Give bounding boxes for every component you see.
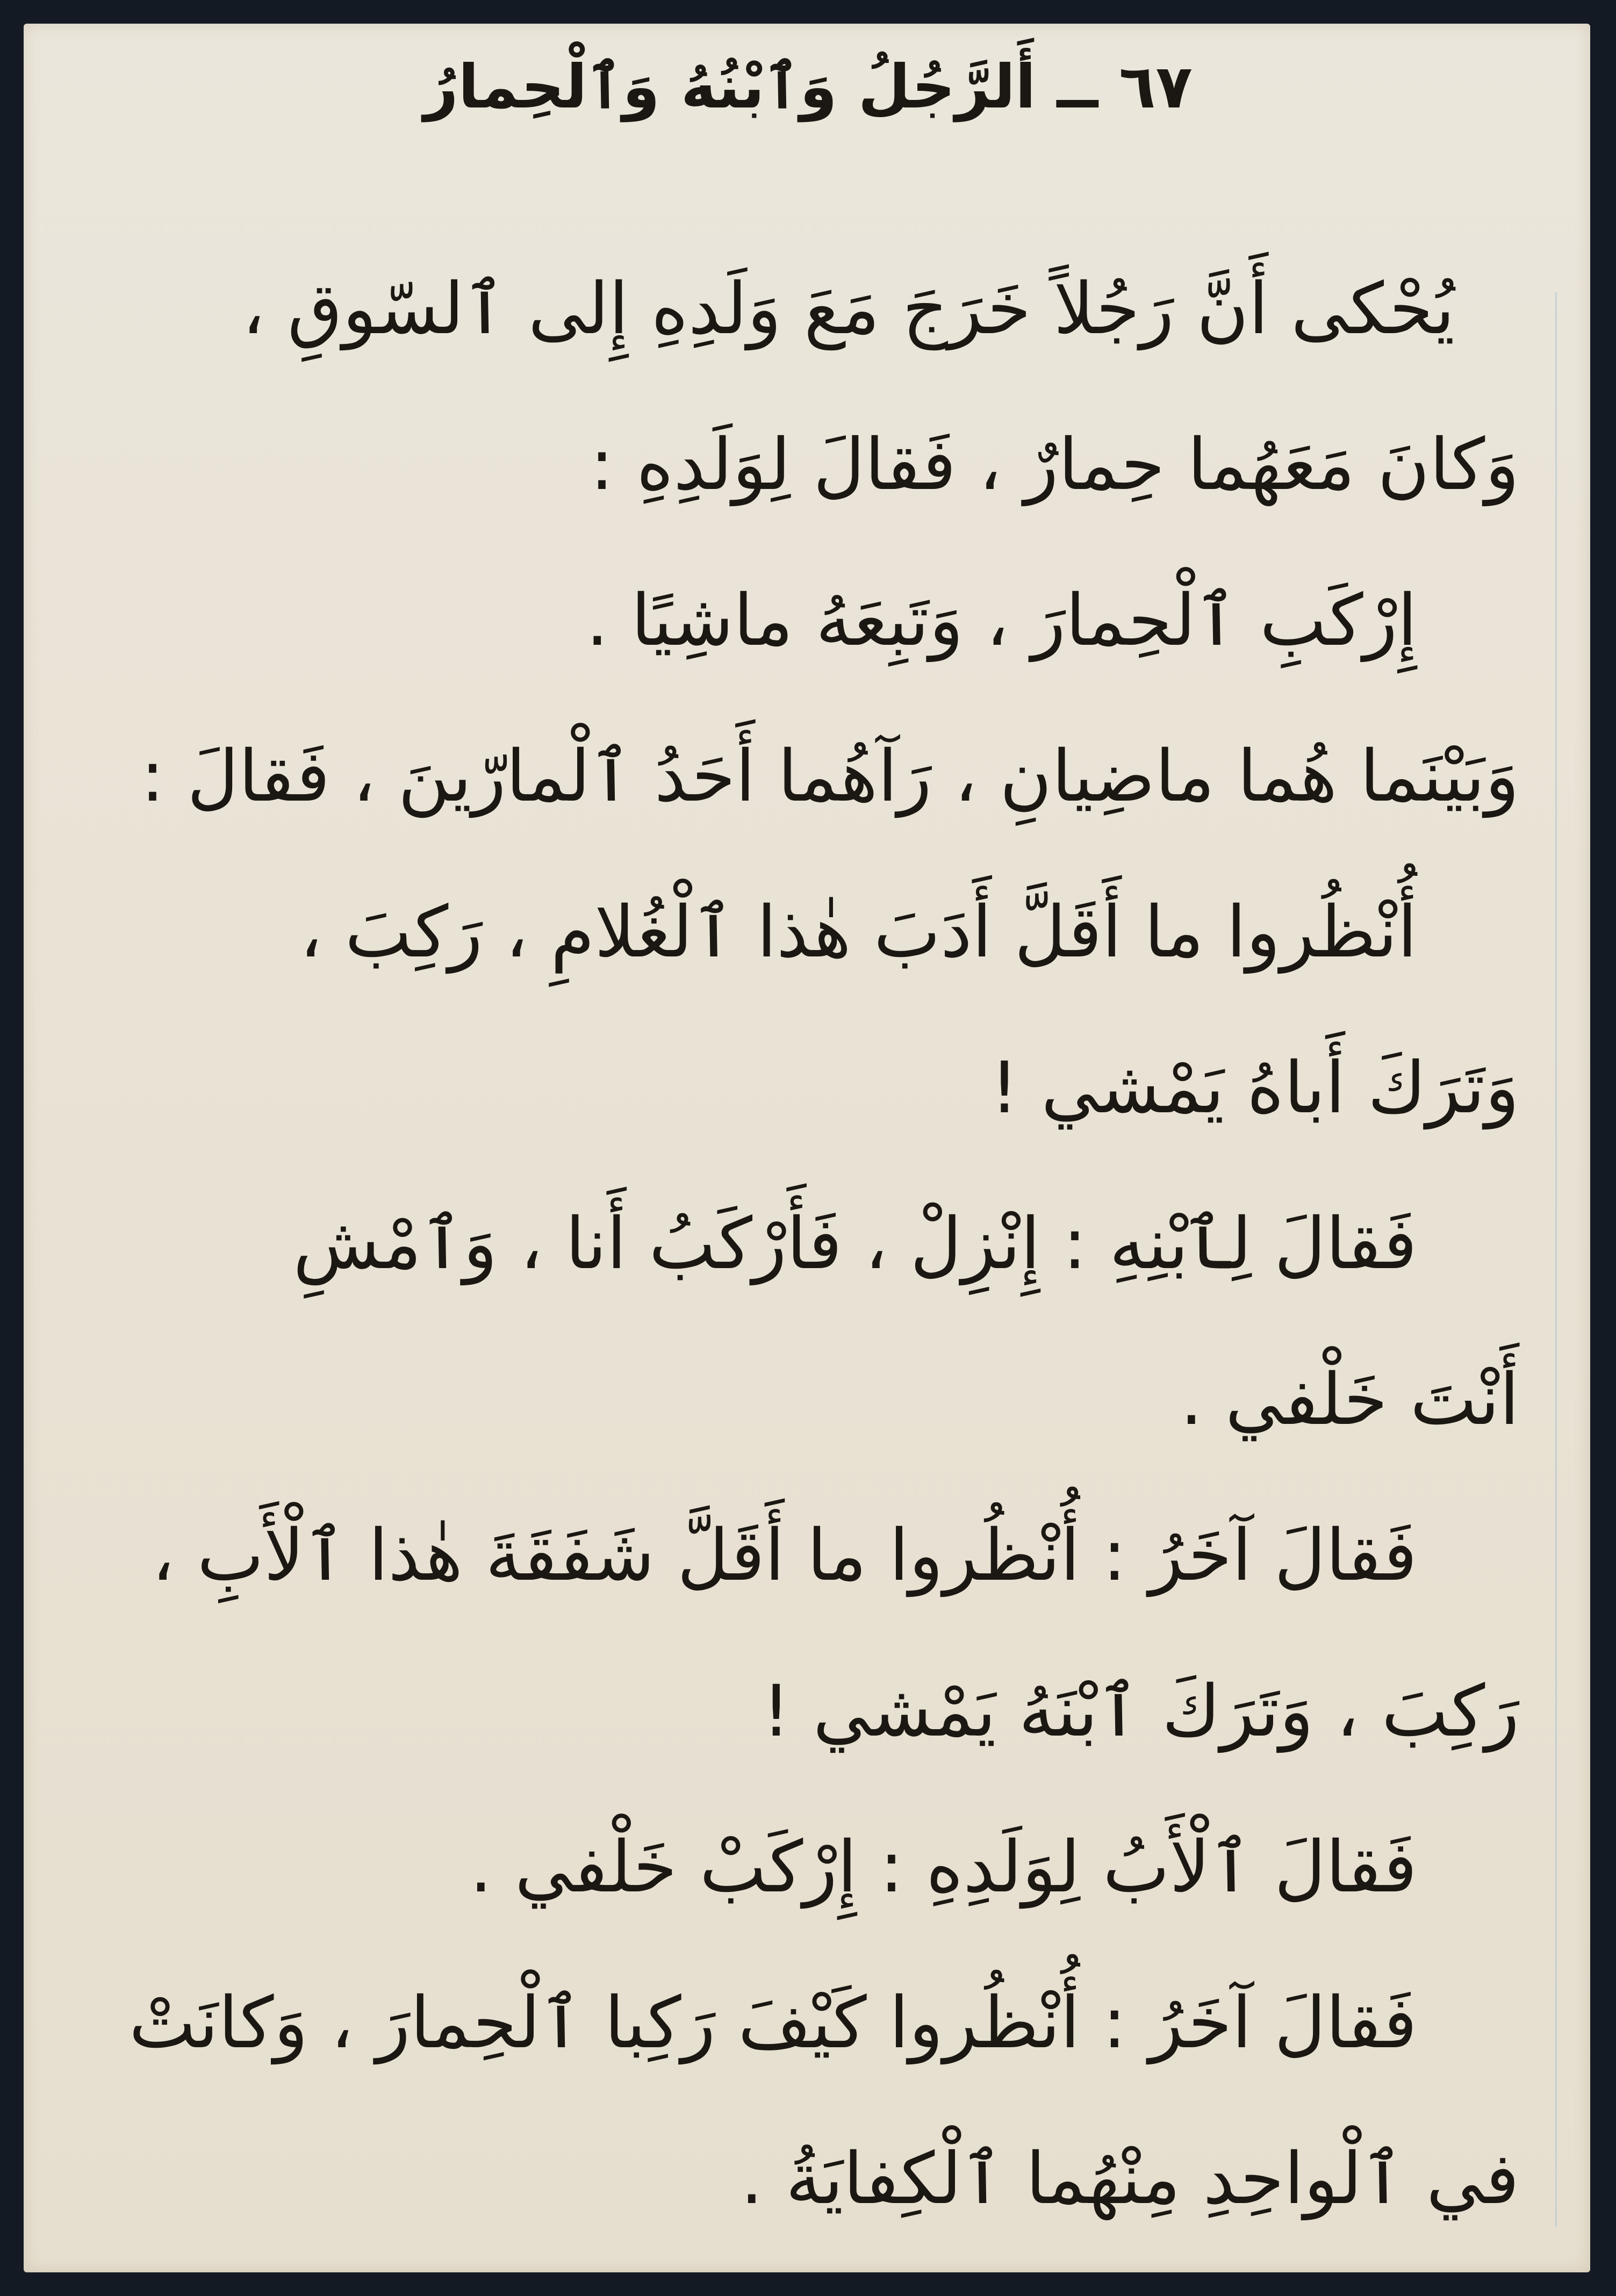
text-line-11: فَقالَ ٱلْأَبُ لِوَلَدِهِ : إِرْكَبْ خَلْفي . [469, 1826, 1417, 1909]
text-line-8: أَنْتَ خَلْفي . [1180, 1358, 1519, 1441]
text-line-1: يُحْكى أَنَّ رَجُلاً خَرَجَ مَعَ وَلَدِهِ إِلى ٱلسّوقِ ، [242, 268, 1455, 350]
paper-sheet [24, 24, 1590, 2272]
text-line-6: وَتَرَكَ أَباهُ يَمْشي ! [990, 1047, 1519, 1129]
text-line-2: وَكانَ مَعَهُما حِمارٌ ، فَقالَ لِوَلَدِهِ : [590, 423, 1519, 506]
text-line-9: فَقالَ آخَرُ : أُنْظُروا ما أَقَلَّ شَفَقَةَ هٰذا ٱلْأَبِ ، [152, 1514, 1417, 1597]
text-line-3: إِرْكَبِ ٱلْحِمارَ ، وَتَبِعَهُ ماشِيًا . [586, 579, 1417, 662]
text-line-4: وَبَيْنَما هُما ماضِيانِ ، رَآهُما أَحَدُ ٱلْمارّينَ ، فَقالَ : [140, 735, 1519, 818]
text-line-5: أُنْظُروا ما أَقَلَّ أَدَبَ هٰذا ٱلْغُلامِ ، رَكِبَ ، [299, 891, 1417, 974]
text-line-7: فَقالَ لِٱبْنِهِ : إِنْزِلْ ، فَأَرْكَبُ أَنا ، وَٱمْشِ [293, 1203, 1417, 1285]
text-line-12: فَقالَ آخَرُ : أُنْظُروا كَيْفَ رَكِبا ٱلْحِمارَ ، وَكانَتْ [129, 1982, 1417, 2064]
page-title: ٦٧ ــ أَلرَّجُلُ وَٱبْنُهُ وَٱلْحِمارُ [423, 52, 1193, 122]
text-line-13: في ٱلْواحِدِ مِنْهُما ٱلْكِفايَةُ . [740, 2137, 1519, 2220]
margin-rule [1555, 292, 1557, 2227]
text-line-10: رَكِبَ ، وَتَرَكَ ٱبْنَهُ يَمْشي ! [762, 1670, 1519, 1753]
